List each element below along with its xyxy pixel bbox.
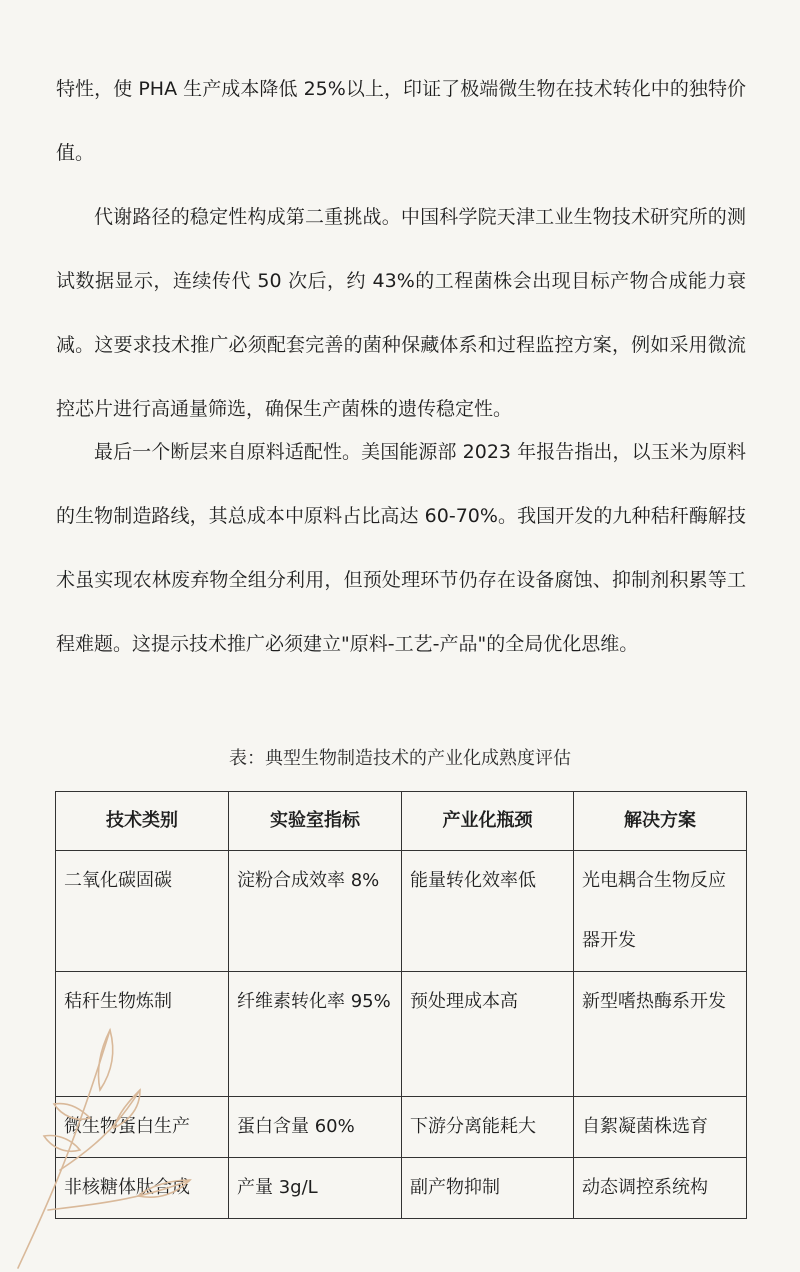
cell-solution: 自絮凝菌株选育 bbox=[574, 1097, 747, 1158]
paragraph-3: 最后一个断层来自原料适配性。美国能源部 2023 年报告指出，以玉米为原料的生物制造路线，其总成本中原料占比高达 60-70%。我国开发的九种秸秆酶解技术虽实现农林废弃物全组分利用，但预处理环节仍存在设备腐蚀、抑制剂积累等工程难题。这提示技术推广必须建立"原料-工艺-产品"的全局优化思维。 bbox=[56, 441, 746, 655]
cell-solution: 新型嗜热酶系开发 bbox=[574, 972, 747, 1097]
cell-bottleneck: 预处理成本高 bbox=[402, 972, 574, 1097]
cell-solution: 光电耦合生物反应器开发 bbox=[574, 851, 747, 972]
cell-lab-metric: 产量 3g/L bbox=[229, 1158, 402, 1219]
table-row bbox=[56, 851, 747, 972]
header-tech-category: 技术类别 bbox=[56, 792, 229, 851]
table-row bbox=[56, 1158, 747, 1219]
cell-tech-category: 二氧化碳固碳 bbox=[56, 851, 229, 972]
table-caption: 表：典型生物制造技术的产业化成熟度评估 bbox=[229, 748, 571, 769]
cell-tech-category: 非核糖体肽合成 bbox=[56, 1158, 229, 1219]
paragraph-2: 代谢路径的稳定性构成第二重挑战。中国科学院天津工业生物技术研究所的测试数据显示，连续传代 50 次后，约 43%的工程菌株会出现目标产物合成能力衰减。这要求技术推广必须配套完善的菌种保藏体系和过程监控方案，例如采用微流控芯片进行高通量筛选，确保生产菌株的遗传稳定性。 bbox=[56, 206, 746, 420]
cell-tech-category: 微生物蛋白生产 bbox=[56, 1097, 229, 1158]
paragraph-1: 特性，使 PHA 生产成本降低 25%以上，印证了极端微生物在技术转化中的独特价值。 bbox=[56, 78, 746, 164]
header-solution: 解决方案 bbox=[574, 792, 747, 851]
cell-tech-category: 秸秆生物炼制 bbox=[56, 972, 229, 1097]
maturity-table bbox=[55, 791, 747, 1219]
header-bottleneck: 产业化瓶颈 bbox=[402, 792, 574, 851]
cell-solution: 动态调控系统构 bbox=[574, 1158, 747, 1219]
cell-lab-metric: 纤维素转化率 95% bbox=[229, 972, 402, 1097]
cell-lab-metric: 蛋白含量 60% bbox=[229, 1097, 402, 1158]
table-row bbox=[56, 972, 747, 1097]
header-lab-metric: 实验室指标 bbox=[229, 792, 402, 851]
cell-bottleneck: 能量转化效率低 bbox=[402, 851, 574, 972]
table-header-row bbox=[56, 792, 747, 851]
cell-lab-metric: 淀粉合成效率 8% bbox=[229, 851, 402, 972]
table-row bbox=[56, 1097, 747, 1158]
cell-bottleneck: 下游分离能耗大 bbox=[402, 1097, 574, 1158]
cell-bottleneck: 副产物抑制 bbox=[402, 1158, 574, 1219]
